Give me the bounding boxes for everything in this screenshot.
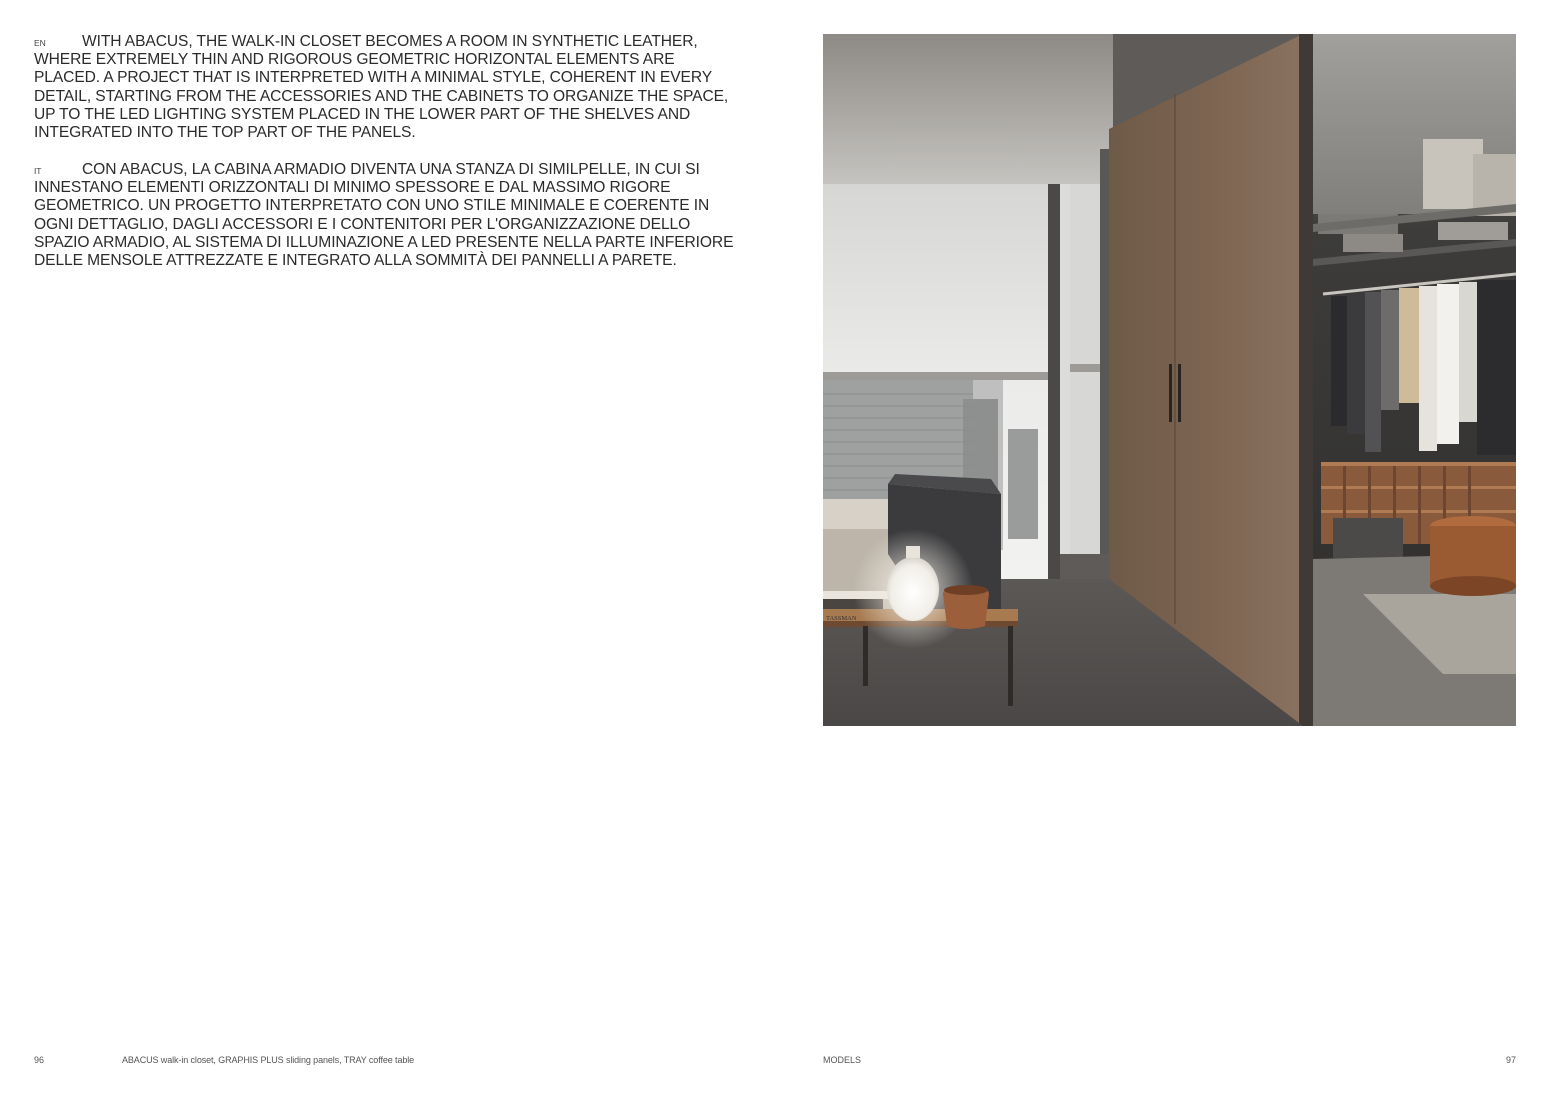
italian-description bbox=[34, 161, 734, 270]
english-text: WITH ABACUS, THE WALK-IN CLOSET BECOMES A ROOM IN SYNTHETIC LEATHER, WHERE EXTREMELY THIN AND RIGOROUS GEOMETRIC HORIZONTAL ELEMENTS ARE PLACED. A PROJECT THAT IS INTERPRETED WITH A MINIMAL STYLE, COHERENT IN EVERY DETAIL, STARTING FROM THE ACCESSORIES AND THE CABINETS TO ORGANIZE THE SPACE, UP TO THE LED LIGHTING SYSTEM PLACED IN THE LOWER PART OF THE SHELVES AND INTEGRATED INTO THE TOP PART OF THE PANELS. bbox=[34, 33, 729, 142]
page-number-right: 97 bbox=[1505, 1055, 1516, 1065]
photo-caption: ABACUS walk-in closet, GRAPHIS PLUS sliding panels, TRAY coffee table bbox=[122, 1055, 415, 1065]
language-tag-it: IT bbox=[34, 166, 42, 176]
book-spine-text: TASSMAN bbox=[826, 615, 857, 622]
right-page bbox=[775, 0, 1550, 1098]
walk-in-closet-photo bbox=[823, 34, 1516, 726]
language-tag-en: EN bbox=[34, 38, 46, 48]
english-description bbox=[34, 33, 734, 142]
page-number-left: 96 bbox=[34, 1055, 45, 1065]
section-label: MODELS bbox=[823, 1055, 862, 1065]
italian-text: CON ABACUS, LA CABINA ARMADIO DIVENTA UNA STANZA DI SIMILPELLE, IN CUI SI INNESTANO ELEMENTI ORIZZONTALI DI MINIMO SPESSORE E DAL MASSIMO RIGORE GEOMETRICO. UN PROGETTO INTERPRETATO CON UNO STILE MINIMALE E COERENTE IN OGNI DETTAGLIO, DAGLI ACCESSORI E I CONTENITORI PER L'ORGANIZZAZIONE DELLO SPAZIO ARMADIO, AL SISTEMA DI ILLUMINAZIONE A LED PRESENTE NELLA PARTE INFERIORE DELLE MENSOLE ATTREZZATE E INTEGRATO ALLA SOMMITÀ DEI PANNELLI A PARETE. bbox=[34, 161, 734, 270]
